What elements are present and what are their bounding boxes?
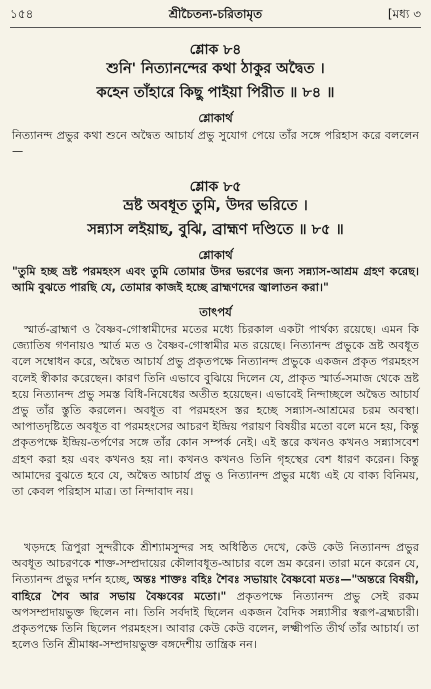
page-header [10, 6, 421, 26]
shloka-85-meaning-label: শ্লোকার্থ [198, 248, 233, 262]
purport-paragraph-2-text-b: প্রকৃতপক্ষে নিত্যানন্দ প্রভু সেই রকম অপসম্প্রদায়ভুক্ত ছিলেন না। তিনি সর্বদাই ছিলেন একজন বৈদিক সন্ন্যাসীর স্বরূপ-ব্রহ্মচারী। প্রকৃতপক্ষে তিনি ছিলেন পরমহংস। আবার কেউ কেউ বলেন, লক্ষ্মীপতি তীর্থ তাঁর আচার্য। তা হলেও তিনি শ্রীমাধ্ব-সম্প্রদায়ভুক্ত বঙ্গদেশীয় তান্ত্রিক নন। [12, 589, 419, 652]
shloka-84-line-1: শুনি' নিত্যানন্দের কথা ঠাকুর অদ্বৈত । [106, 61, 325, 77]
book-title: শ্রীচৈতন্য-চরিতামৃত [168, 7, 263, 21]
purport-paragraph-1: স্মার্ত-ব্রাহ্মণ ও বৈষ্ণব-গোস্বামীদের মতের মধ্যে চিরকাল একটা পার্থক্য রয়েছে। এমন কি জ্যোতিষ গণনায়ও স্মার্ত মত ও বৈষ্ণব-গোস্বামীর মত রয়েছে। নিত্যানন্দ প্রভুকে ভ্রষ্ট অবধূত বলে সম্বোধন করে, অদ্বৈত আচার্য প্রভু প্রকৃতপক্ষে নিত্যানন্দ প্রভুকে একজন প্রকৃত পরমহংস বলেই স্বীকার করেছেন। কারণ তিনি এভাবে বুঝিয়ে দিলেন যে, প্রাকৃত স্মার্ত-সমাজ থেকে ভ্রষ্ট হয়ে নিত্যানন্দ প্রভু সমস্ত বিধি-নিষেধের অতীত হয়েছেন। এভাবেই নিন্দাচ্ছলে অদ্বৈত আচার্য প্রভু তাঁর স্তুতি করলেন। অবধূত বা পরমহংস স্তর হচ্ছে সন্ন্যাস-আশ্রমের চরম অবস্থা। আপাতদৃষ্টিতে অবধূত বা পরমহংসের আচরণ ইন্দ্রিয় পরায়ণ বিষয়ীর মতো বলে মনে হয়, কিন্তু প্রকৃতপক্ষে ইন্দ্রিয়-তর্পণের সঙ্গে তাঁর কোন সম্পর্ক নেই। এই স্তরে কখনও কখনও সন্ন্যাসবেশ গ্রহণ করা হয় এবং কখনও হয় না। কখনও কখনও তিনি গৃহস্থের বেশ ধারণ করেন। কিন্তু আমাদের বুঝতে হবে যে, অদ্বৈত আচার্য প্রভু ও নিত্যানন্দ প্রভুর মধ্যে এই যে বাক্য বিনিময়, তা কেবল পরিহাস মাত্র। তা নিন্দাবাদ নয়। [12, 323, 419, 499]
shloka-84-line-2: কহেন তাঁহারে কিছু পাইয়া পিরীত ॥ ৮৪ ॥ [96, 85, 335, 101]
purport-paragraph-2-text-a: খড়দহে ত্রিপুরা সুন্দরীকে শ্রীশ্যামসুন্দর সহ অধিষ্ঠিত দেখে, কেউ কেউ নিত্যানন্দ প্রভুর অবধূত আচরণকে শাক্ত-সম্প্রদায়ের কৌলাবধূত-আচার বলে ভ্রম করেন। তারা মনে করেন যে, নিত্যানন্দ প্রভুর দর্শন হচ্ছে, [12, 541, 419, 587]
purport-label: তাৎপর্য [199, 305, 232, 319]
header-divider [10, 27, 421, 28]
shloka-85-line-1: ভ্রষ্ট অবধূত তুমি, উদর ভরিতে । [123, 198, 308, 214]
shloka-85-meaning: "তুমি হচ্ছ ভ্রষ্ট পরমহংস এবং তুমি তোমার উদর ভরণের জন্য সন্ন্যাস-আশ্রম গ্রহণ করেছ। আমি বুঝতে পারছি যে, তোমার কাজই হচ্ছে ব্রাহ্মণদের জ্বালাতন করা।" [12, 265, 419, 295]
shloka-85-heading: শ্লোক ৮৫ [189, 179, 242, 195]
shloka-84-meaning: নিত্যানন্দ প্রভুর কথা শুনে অদ্বৈত আচার্য প্রভু সুযোগ পেয়ে তাঁর সঙ্গে পরিহাস করে বললেন— [12, 129, 419, 159]
section-label: [মধ্য ৩ [387, 7, 421, 21]
shloka-85-line-2: সন্ন্যাস লইয়াছ, বুঝি, ব্রাহ্মণ দণ্ডিতে ॥ ৮৫ ॥ [87, 222, 344, 238]
purport-paragraph-2 [12, 540, 419, 653]
shloka-84-meaning-label: শ্লোকার্থ [198, 111, 233, 125]
purport-paragraph-2-quote: অন্তঃ শাক্তঃ বহিঃ শৈবঃ সভায়াং বৈষ্ণবো মতঃ—"অন্তরে বিষয়ী, বাহিরে শৈব আর সভায় বৈষ্ণবের মতো।" [12, 573, 419, 603]
page-number: ১৫৪ [10, 7, 34, 21]
shloka-84-heading: শ্লোক ৮৪ [189, 42, 242, 58]
